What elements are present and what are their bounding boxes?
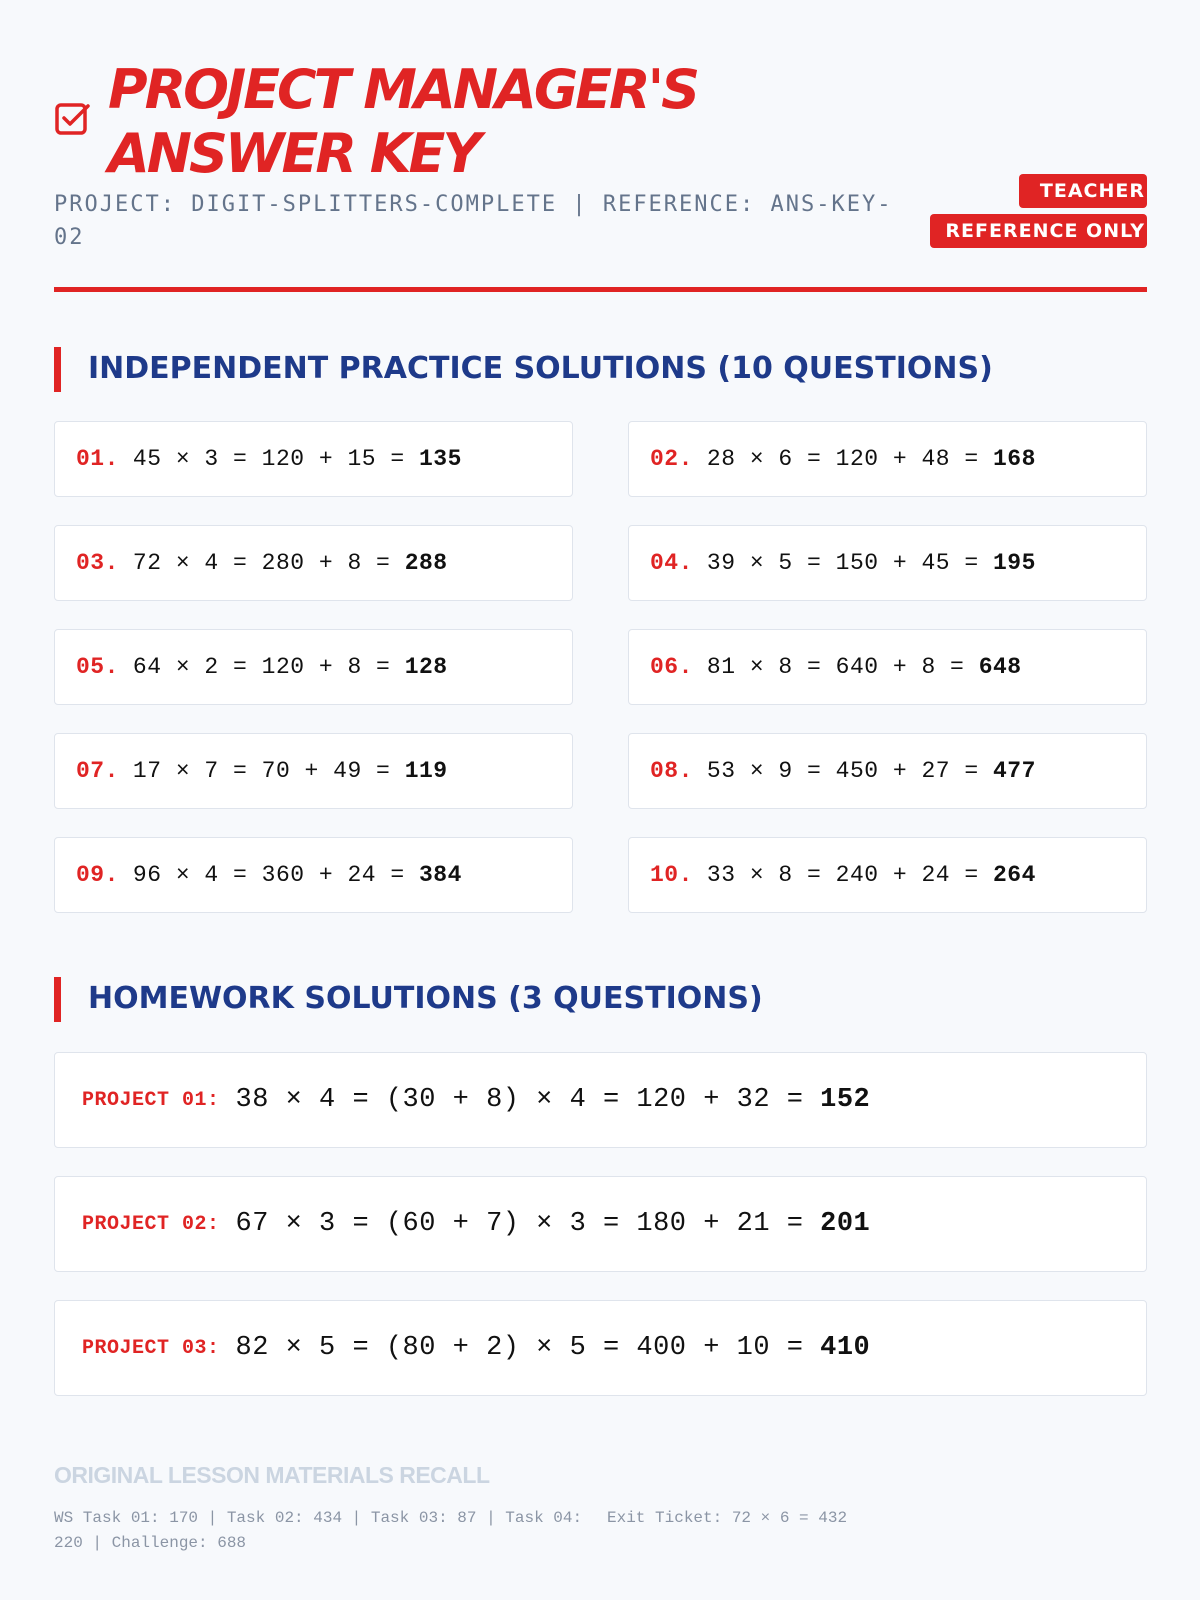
question-answer: 264 <box>992 862 1036 888</box>
checkbox-check-icon <box>54 100 92 138</box>
homework-heading-text: HOMEWORK SOLUTIONS (3 QUESTIONS) <box>88 981 763 1016</box>
practice-card <box>628 837 1147 913</box>
question-answer: 648 <box>978 654 1022 680</box>
homework-answer: 152 <box>820 1085 871 1115</box>
homework-answer: 201 <box>820 1209 871 1239</box>
title-line-1: PROJECT MANAGER'S <box>108 58 698 121</box>
question-expression: 17 × 7 = 70 + 49 = <box>132 758 391 784</box>
question-answer: 128 <box>404 654 448 680</box>
page-title <box>108 58 697 186</box>
homework-expression: 38 × 4 = (30 + 8) × 4 = 120 + 32 = <box>235 1085 804 1115</box>
practice-section-heading <box>54 347 1147 392</box>
question-answer: 195 <box>992 550 1036 576</box>
question-answer: 119 <box>404 758 448 784</box>
footer-recall-tasks: WS Task 01: 170 | Task 02: 434 | Task 03: 87 | Task 04: 220 | Challenge: 688 <box>54 1509 583 1552</box>
practice-card <box>54 629 573 705</box>
question-answer: 477 <box>992 758 1036 784</box>
practice-card <box>54 525 573 601</box>
homework-label: PROJECT 02: <box>82 1212 220 1236</box>
question-expression: 72 × 4 = 280 + 8 = <box>132 550 391 576</box>
question-expression: 33 × 8 = 240 + 24 = <box>706 862 979 888</box>
question-answer: 288 <box>404 550 448 576</box>
question-answer: 168 <box>992 446 1036 472</box>
question-answer: 384 <box>418 862 462 888</box>
practice-card <box>628 733 1147 809</box>
question-answer: 135 <box>418 446 462 472</box>
question-number: 03. <box>76 550 119 576</box>
page-header <box>54 58 1147 268</box>
teacher-badge: TEACHER <box>1019 174 1147 208</box>
title-row <box>54 58 1147 186</box>
question-number: 02. <box>650 446 693 472</box>
project-reference: PROJECT: DIGIT-SPLITTERS-COMPLETE | REFERENCE: ANS-KEY-02 <box>54 192 893 250</box>
homework-label: PROJECT 03: <box>82 1336 220 1360</box>
header-divider <box>54 287 1147 292</box>
question-expression: 64 × 2 = 120 + 8 = <box>132 654 391 680</box>
question-number: 05. <box>76 654 119 680</box>
practice-grid <box>54 421 1147 913</box>
practice-card <box>54 837 573 913</box>
practice-heading-text: INDEPENDENT PRACTICE SOLUTIONS (10 QUESTIONS) <box>88 351 993 386</box>
practice-card <box>628 421 1147 497</box>
homework-card <box>54 1176 1147 1272</box>
question-expression: 28 × 6 = 120 + 48 = <box>706 446 979 472</box>
homework-label: PROJECT 01: <box>82 1088 220 1112</box>
question-expression: 81 × 8 = 640 + 8 = <box>706 654 965 680</box>
question-expression: 53 × 9 = 450 + 27 = <box>706 758 979 784</box>
title-line-2: ANSWER KEY <box>108 122 479 185</box>
homework-card <box>54 1052 1147 1148</box>
footer-exit-ticket: Exit Ticket: 72 × 6 = 432 <box>607 1509 848 1527</box>
question-number: 09. <box>76 862 119 888</box>
question-number: 06. <box>650 654 693 680</box>
question-number: 07. <box>76 758 119 784</box>
footer-title: ORIGINAL LESSON MATERIALS RECALL <box>54 1462 490 1488</box>
reference-only-badge: REFERENCE ONLY <box>930 214 1147 248</box>
practice-card <box>54 733 573 809</box>
homework-list <box>54 1052 1147 1424</box>
question-expression: 96 × 4 = 360 + 24 = <box>132 862 405 888</box>
homework-answer: 410 <box>820 1333 871 1363</box>
homework-card <box>54 1300 1147 1396</box>
question-number: 08. <box>650 758 693 784</box>
meta-row <box>54 180 1147 268</box>
homework-expression: 67 × 3 = (60 + 7) × 3 = 180 + 21 = <box>235 1209 804 1239</box>
question-expression: 39 × 5 = 150 + 45 = <box>706 550 979 576</box>
question-number: 01. <box>76 446 119 472</box>
question-expression: 45 × 3 = 120 + 15 = <box>132 446 405 472</box>
question-number: 04. <box>650 550 693 576</box>
question-number: 10. <box>650 862 693 888</box>
homework-expression: 82 × 5 = (80 + 2) × 5 = 400 + 10 = <box>235 1333 804 1363</box>
practice-card <box>628 629 1147 705</box>
practice-card <box>54 421 573 497</box>
practice-card <box>628 525 1147 601</box>
homework-section-heading <box>54 977 1147 1022</box>
